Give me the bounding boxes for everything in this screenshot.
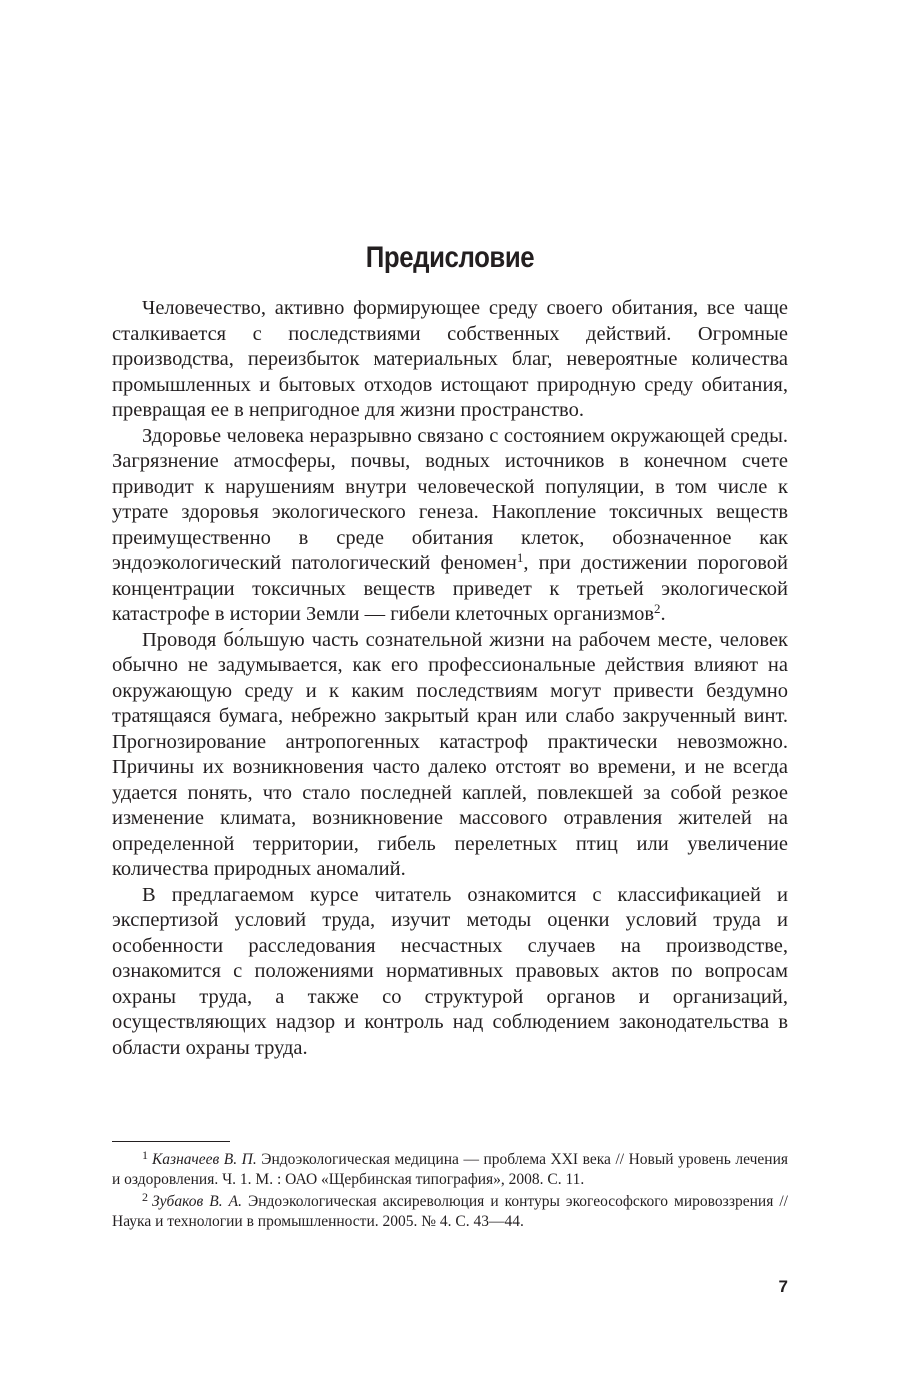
page-title: Предисловие — [365, 241, 535, 275]
footnote-author: Казначеев В. П. — [152, 1151, 257, 1168]
footnote-text: Эндоэкологическая медицина — проблема XXI века // Новый уровень лечения и оздоровления. Ч. 1. М. : ОАО «Щербинская типография», 2008. С. 11. — [112, 1151, 789, 1188]
body-text — [112, 296, 788, 1061]
footnote — [112, 1192, 788, 1231]
footnote-number: 2 — [142, 1190, 148, 1204]
page-number: 7 — [778, 1277, 788, 1296]
footnote — [112, 1150, 788, 1189]
paragraph — [112, 296, 788, 424]
paragraph-text: В предлагаемом курсе читатель ознакомится с классификацией и экспертизой условий труда, изучит методы оценки условий труда и особенности расследования несчастных случаев на производстве, ознакомится с положениями нормативных правовых актов по вопросам охраны труда, а также со структурой органов и организаций, осуществляющих надзор и контроль над соблюдением законодательства в области охраны труда. — [112, 883, 788, 1059]
paragraph-text: . — [660, 603, 666, 625]
paragraph — [112, 628, 788, 883]
footnote-ref[interactable]: 1 — [516, 550, 524, 565]
footnotes — [112, 1150, 788, 1234]
paragraph-text: , при достижении пороговой концентрации токсичных веществ приведет к третьей экологической катастрофе в истории Земли — гибели клеточных организмов — [112, 552, 788, 625]
footnote-divider — [112, 1141, 230, 1142]
paragraph-text: Здоровье человека неразрывно связано с состоянием окружающей среды. Загрязнение атмосферы, почвы, водных источников в конечном счете приводит к нарушениям внутри человеческой популяции, в том числе к утрате здоровья экологического генеза. Накопление токсичных веществ преимущественно в среде обитания клеток, обозначенное как эндоэкологический патологический феномен — [112, 424, 788, 574]
footnote-number: 1 — [142, 1148, 148, 1162]
paragraph-text: Проводя бо́льшую часть сознательной жизни на рабочем месте, человек обычно не задумывается, как его профессиональные действия влияют на окружающую среду и к каким последствиям могут привести бездумно тратящаяся бумага, небрежно закрытый кран или слабо закрученный винт. Прогнозирование антропогенных катастроф практически невозможно. Причины их возникновения часто далеко отстоят во времени, и не всегда удается понять, что стало последней каплей, повлекшей за собой резкое изменение климата, возникновение массового отравления жителей на определенной территории, гибель перелетных птиц или увеличение количества природных аномалий. — [112, 628, 788, 880]
footnote-author: Зубаков В. А. — [152, 1193, 242, 1210]
paragraph-text: Человечество, активно формирующее среду своего обитания, все чаще сталкивается с последствиями собственных действий. Огромные производства, переизбыток материальных благ, невероятные количества промышленных и бытовых отходов истощают природную среду обитания, превращая ее в непригодное для жизни пространство. — [112, 297, 788, 421]
paragraph — [112, 424, 788, 628]
footnote-text: Эндоэкологическая аксиреволюция и контуры экогеософского мировоззрения // Наука и технологии в промышленности. 2005. № 4. С. 43—44. — [112, 1193, 788, 1230]
footnote-ref[interactable]: 2 — [654, 601, 661, 616]
paragraph — [112, 883, 788, 1062]
